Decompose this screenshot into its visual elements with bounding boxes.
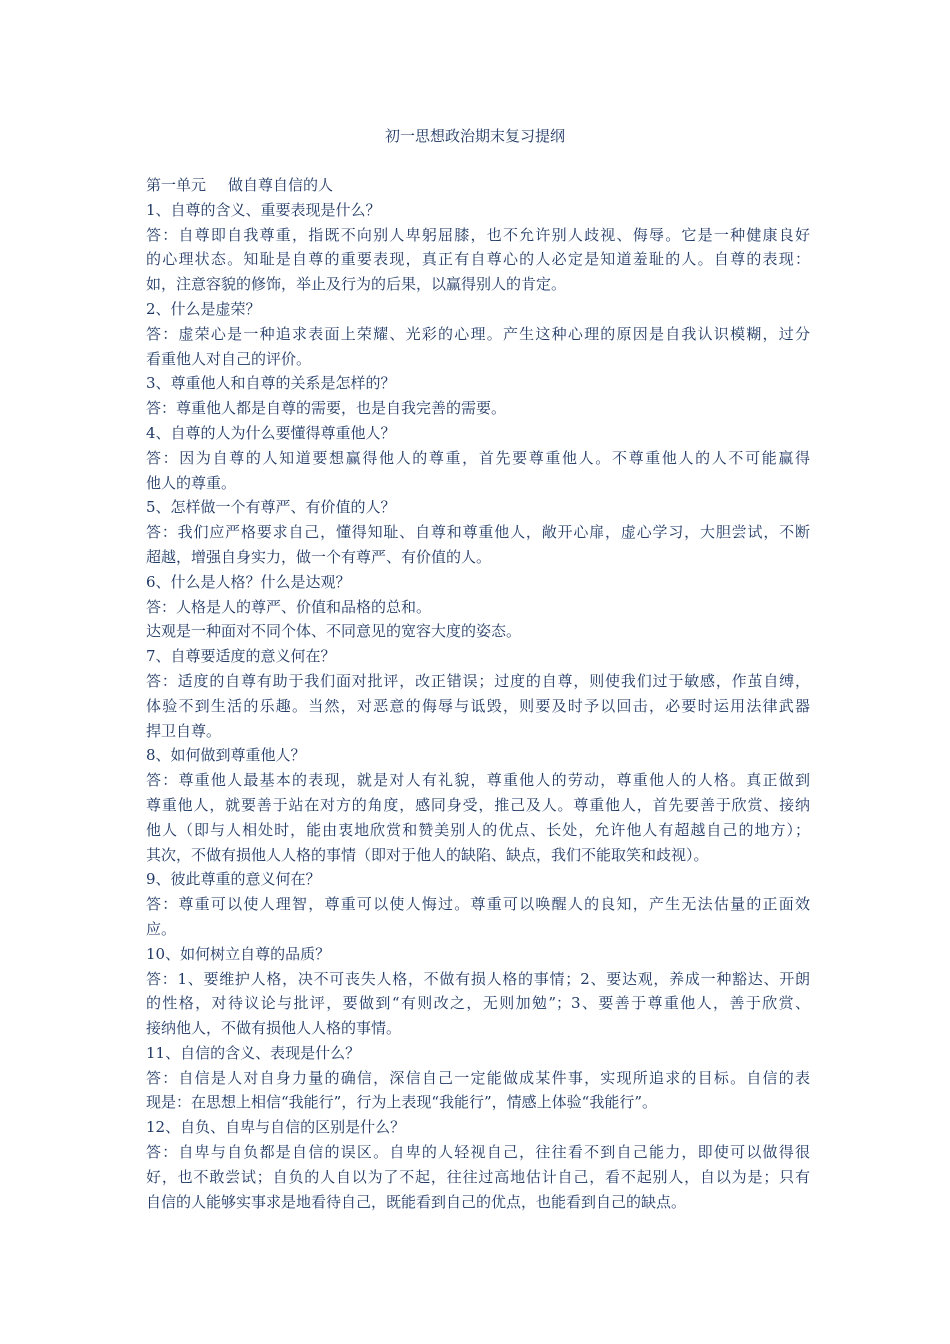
text-line: 2、什么是虚荣？ [146, 299, 261, 318]
text-line: 答：自卑与自负都是自信的误区。自卑的人轻视自己，往往看不到自己能力，即使可以做得很 [146, 1143, 810, 1162]
text-line: 答：人格是人的尊严、价值和品格的总和。 [146, 597, 432, 616]
text-line: 如，注意容貌的修饰，举止及行为的后果，以赢得别人的肯定。 [146, 275, 567, 294]
text-line: 答：虚荣心是一种追求表面上荣耀、光彩的心理。产生这种心理的原因是自我认识模糊，过分 [146, 324, 810, 343]
unit-heading-line [146, 173, 810, 198]
document-body [146, 173, 810, 1214]
text-line: 10、如何树立自尊的品质？ [146, 944, 331, 963]
text-line: 答：自尊即自我尊重，指既不向别人卑躬屈膝，也不允许别人歧视、侮辱。它是一种健康良好 [146, 225, 810, 244]
unit-heading: 第一单元 [146, 176, 207, 194]
text-line: 4、自尊的人为什么要懂得尊重他人？ [146, 423, 396, 442]
text-line: 看重他人对自己的评价。 [146, 349, 312, 368]
document-title: 初一思想政治期末复习提纲 [384, 127, 565, 145]
text-line: 现是：在思想上相信“我能行”，行为上表现“我能行”，情感上体验“我能行”。 [146, 1093, 658, 1112]
text-line: 他人的尊重。 [146, 473, 237, 492]
text-line: 答：因为自尊的人知道要想赢得他人的尊重，首先要尊重他人。不尊重他人的人不可能赢得 [146, 448, 810, 467]
text-line: 答：尊重可以使人理智，尊重可以使人悔过。尊重可以唤醒人的良知，产生无法估量的正面效 [146, 895, 810, 914]
text-line: 12、自负、自卑与自信的区别是什么？ [146, 1118, 406, 1137]
text-line: 他人（即与人相处时，能由衷地欣赏和赞美别人的优点、长处，允许他人有超越自己的地方）； [146, 820, 810, 839]
text-line: 答：自信是人对自身力量的确信，深信自己一定能做成某件事，实现所追求的目标。自信的表 [146, 1068, 810, 1087]
text-line: 的心理状态。知耻是自尊的重要表现，真正有自尊心的人必定是知道羞耻的人。自尊的表现： [146, 250, 810, 269]
text-line: 答：1、要维护人格，决不可丧失人格，不做有损人格的事情；2、要达观，养成一种豁达、开朗 [146, 969, 810, 988]
text-line: 尊重他人，就要善于站在对方的角度，感同身受，推己及人。尊重他人，首先要善于欣赏、接纳 [146, 795, 810, 814]
text-line: 达观是一种面对不同个体、不同意见的宽容大度的姿态。 [146, 622, 522, 641]
unit-title: 做自尊自信的人 [228, 176, 334, 194]
text-line: 超越，增强自身实力，做一个有尊严、有价值的人。 [146, 547, 492, 566]
text-line: 1、自尊的含义、重要表现是什么？ [146, 200, 381, 219]
text-line: 5、怎样做一个有尊严、有价值的人？ [146, 498, 396, 517]
text-line: 7、自尊要适度的意义何在？ [146, 647, 336, 666]
text-line: 自信的人能够实事求是地看待自己，既能看到自己的优点，也能看到自己的缺点。 [146, 1192, 687, 1211]
text-line: 捍卫自尊。 [146, 721, 222, 740]
text-line: 8、如何做到尊重他人？ [146, 746, 306, 765]
text-line: 应。 [146, 919, 177, 938]
text-line: 答：适度的自尊有助于我们面对批评，改正错误；过度的自尊，则使我们过于敏感，作茧自缚， [146, 671, 810, 690]
text-line: 好，也不敢尝试；自负的人自以为了不起，往往过高地估计自己，看不起别人，自以为是；只有 [146, 1167, 810, 1186]
text-line: 的性格，对待议论与批评，要做到“有则改之，无则加勉”；3、要善于尊重他人，善于欣赏、 [146, 994, 810, 1013]
text-line: 答：尊重他人最基本的表现，就是对人有礼貌，尊重他人的劳动，尊重他人的人格。真正做到 [146, 771, 810, 790]
text-line: 3、尊重他人和自尊的关系是怎样的？ [146, 374, 396, 393]
text-line: 体验不到生活的乐趣。当然，对恶意的侮辱与诋毁，则要及时予以回击，必要时运用法律武器 [146, 696, 810, 715]
text-line: 6、什么是人格？什么是达观？ [146, 572, 351, 591]
text-line: 接纳他人，不做有损他人人格的事情。 [146, 1019, 402, 1038]
text-line: 9、彼此尊重的意义何在？ [146, 870, 321, 889]
text-line: 答：尊重他人都是自尊的需要，也是自我完善的需要。 [146, 399, 507, 418]
text-line: 11、自信的含义、表现是什么？ [146, 1043, 361, 1062]
text-line: 其次，不做有损他人人格的事情（即对于他人的缺陷、缺点，我们不能取笑和歧视）。 [146, 845, 709, 864]
text-line: 答：我们应严格要求自己，懂得知耻、自尊和尊重他人，敞开心扉，虚心学习，大胆尝试，不断 [146, 523, 810, 542]
